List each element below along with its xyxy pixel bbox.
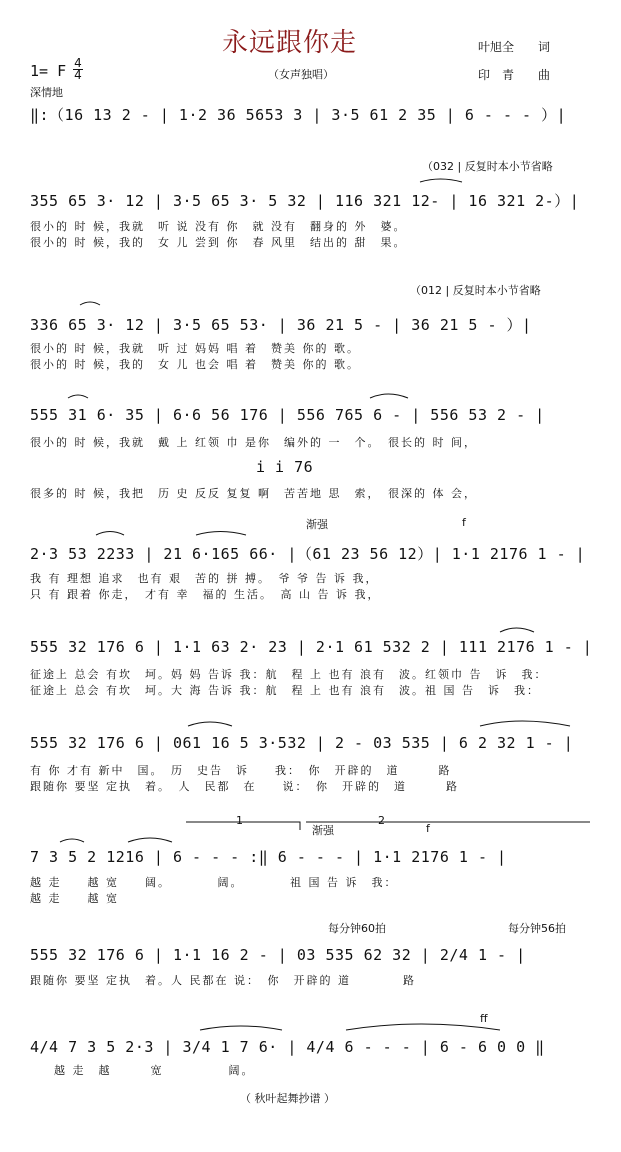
tie-12 (346, 1024, 500, 1030)
time-bottom: 4 (74, 68, 82, 82)
lyrics-row-6b: 征途上 总会 有坎 坷。大 海 告诉 我：航 程 上 也有 浪有 波。祖 国 告 诉 我： (30, 684, 540, 697)
lyrics-row-3a: 很小的 时 候，我就 听 过 妈妈 唱 着 赞美 你的 歌。 (30, 342, 360, 355)
score-row-10: 4/4 7 3 5 2·3 | 3/4 1 7 6· | 4/4 6 - - - | 6 - 6 0 0 ‖ (30, 1038, 545, 1056)
score-row-2: 355 65 3· 12 | 3·5 65 3· 5 32 | 116 321 12- | 16 321 2-）| (30, 192, 580, 210)
tie-10 (60, 839, 84, 842)
lyrics-row-8a: 越 走 越 宽 阔。 阔。 祖 国 告 诉 我： (30, 876, 398, 889)
score-row-1: ‖:（16 13 2 - | 1·2 36 5653 3 | 3·5 61 2 35 | 6 - - - ）| (30, 106, 567, 124)
dynamic-crescendo-1: 渐强 (306, 518, 328, 531)
dynamic-fortissimo: ff (480, 1012, 488, 1025)
tie-8 (188, 722, 232, 726)
score-row-3: 336 65 3· 12 | 3·5 65 53· | 36 21 5 - | 36 21 5 - ）| (30, 316, 532, 334)
tempo-mark-1: 每分钟60拍 (328, 922, 386, 935)
dynamic-forte-2: f (426, 822, 430, 835)
composer: 印 青 曲 (478, 68, 551, 82)
lyrics-row-3b: 很小的 时 候，我的 女 儿 也会 唱 着 赞美 你的 歌。 (30, 358, 360, 371)
volta-1-bracket (186, 822, 300, 830)
volta-1-label: 1 (236, 814, 243, 827)
lyrics-row-6a: 征途上 总会 有坎 坷。妈 妈 告诉 我：航 程 上 也有 浪有 波。红领巾 告 诉 我： (30, 668, 548, 681)
tie-13 (200, 1026, 282, 1030)
score-row-7: 555 32 176 6 | 061 16 5 3·532 | 2 - 03 535 | 6 2 32 1 - | (30, 734, 574, 752)
score-row-6: 555 32 176 6 | 1·1 63 2· 23 | 2·1 61 532 2 | 111 2176 1 - | (30, 638, 593, 656)
tie-11 (128, 838, 172, 842)
lyrics-row-4-alt: 很多的 时 候，我把 历 史 反反 复复 啊 苦苦地 思 索， 很深的 体 会， (30, 487, 477, 500)
repeat-note-1: （032 | 反复时本小节省略 (422, 160, 553, 173)
repeat-note-2: （012 | 反复时本小节省略 (410, 284, 541, 297)
lyrics-row-9: 跟随你 要坚 定执 着。人 民都在 说： 你 开辟的 道 路 (30, 974, 416, 987)
lyrics-row-4: 很小的 时 候，我就 戴 上 红领 巾 是你 编外的 一 个。 很长的 时 间， (30, 436, 477, 449)
lyrics-row-8b: 越 走 越 宽 (30, 892, 119, 905)
subtitle: （女声独唱） (268, 68, 334, 81)
lyrics-row-2b: 很小的 时 候，我的 女 儿 尝到 你 春 风里 结出的 甜 果。 (30, 236, 407, 249)
page-title: 永远跟你走 (222, 28, 358, 58)
tempo-mark-2: 每分钟56拍 (508, 922, 566, 935)
tie-7 (500, 628, 534, 632)
lyrics-row-5a: 我 有 理想 追求 也有 艰 苦的 拼 搏。 爷 爷 告 诉 我， (30, 572, 379, 585)
key-signature: 1= F (30, 62, 67, 80)
lyrics-row-5b: 只 有 跟着 你走， 才有 幸 福的 生活。 高 山 告 诉 我， (30, 588, 381, 601)
dynamic-crescendo-2: 渐强 (312, 824, 334, 837)
score-row-5: 2·3 53 2233 | 21 6·165 66· |（61 23 56 12）| 1·1 2176 1 - | (30, 545, 586, 563)
lyricist: 叶旭全 词 (478, 40, 551, 54)
score-row-4: 555 31 6· 35 | 6·6 56 176 | 556 765 6 - | 556 53 2 - | (30, 406, 545, 424)
lyrics-row-10: 越 走 越 宽 阔。 (54, 1064, 255, 1077)
tie-2 (80, 302, 100, 305)
lyrics-row-7b: 跟随你 要坚 定执 着。 人 民都 在 说： 你 开辟的 道 路 (30, 780, 459, 793)
tie-1 (420, 179, 462, 182)
tie-6 (196, 532, 246, 536)
dynamic-forte-1: f (462, 516, 466, 529)
score-row-8: 7 3 5 2 1216 | 6 - - - :‖ 6 - - - | 1·1 2176 1 - | (30, 848, 507, 866)
score-row-9: 555 32 176 6 | 1·1 16 2 - | 03 535 62 32 | 2/4 1 - | (30, 946, 526, 964)
lyrics-row-2a: 很小的 时 候，我就 听 说 没有 你 就 没有 翻身的 外 婆。 (30, 220, 407, 233)
tie-4 (370, 394, 408, 398)
tie-9 (480, 721, 570, 726)
tie-5 (96, 532, 124, 536)
expression-mark: 深情地 (30, 86, 63, 99)
score-row-4-alt: i i 76 (256, 458, 314, 476)
lyrics-row-7a: 有 你 才有 新中 国。 历 史告 诉 我： 你 开辟的 道 路 (30, 764, 452, 777)
time-top: 4 (74, 56, 82, 70)
volta-2-label: 2 (378, 814, 385, 827)
tie-3 (68, 395, 88, 398)
transcriber-credit: （ 秋叶起舞抄谱 ） (240, 1092, 335, 1105)
